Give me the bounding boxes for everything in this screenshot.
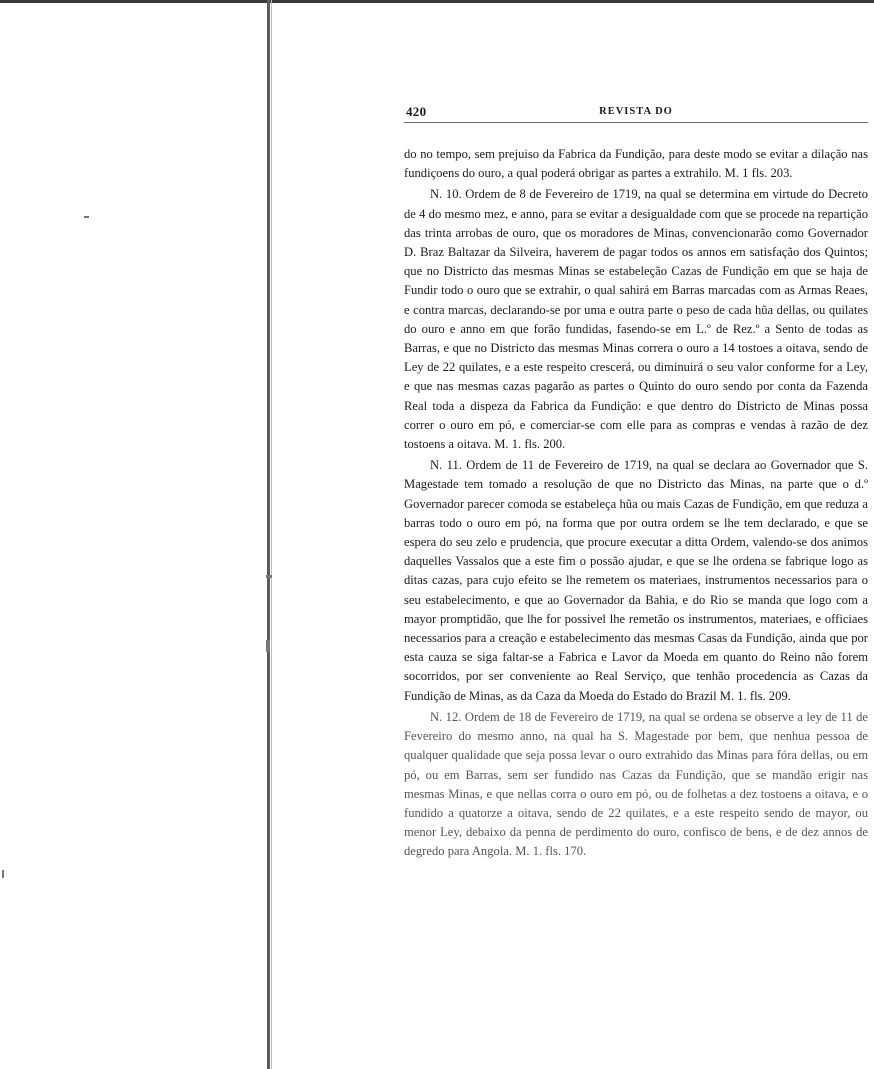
paragraph-order-10: N. 10. Ordem de 8 de Fevereiro de 1719, na qual se determina em virtude do Decreto de 4 do mesmo mez, e anno, para se evitar a desigualdade com que se procede na repartição das trinta arrobas de ouro, que os moradores de Minas, convencionarão como Governador D. Braz Baltazar da Silveira, haverem de pagar todos os annos em satisfação dos Quintos; que no Districto das mesmas Minas se estabeleção Cazas de Fundição em que se haja de Fundir todo o ouro que se extrahir, o qual sahirá em Barras marcadas com as Armas Reaes, e contra marcas, declarando-se por uma e outra parte o peso de cada hũa dellas, ou quilates do ouro e anno em que forão fundidas, fasendo-se em L.º de Rez.º a Sento de todas as Barras, e que no Districto das mesmas Minas correra o ouro a 14 tostoes a oitava, sendo de Ley de 22 quilates, e a este respeito crescerá, ou diminuirá o seu valor conforme for a Ley, e que nas mesmas cazas pagarão as partes o Quinto do ouro sendo por conta da Fazenda Real toda a dispeza da Fabrica da Fundição: e que dentro do Districto de Minas possa correr o ouro em pó, e comerciar-se com elle para as compras e vendas à razão de dez tostoens a oitava. M. 1. fls. 200. — [404, 187, 868, 452]
running-header — [404, 100, 868, 123]
body-text — [404, 145, 868, 862]
paragraph-order-12: N. 12. Ordem de 18 de Fevereiro de 1719, na qual se ordena se observe a ley de 11 de Fevereiro do mesmo anno, na qual ha S. Magestade por bem, que nenhua pessoa de qualquer qualidade que seja possa levar o ouro extrahido das Minas para fóra dellas, ou em pó, ou em Barras, sem ser fundido nas Cazas da Fundição, que se mandão erigir nas mesmas Minas, e que nellas corra o ouro em pó, ou de folhetas a dez tostoens a oitava, e o fundido a quatorze a oitava, sendo de 22 quilates, e a este respeito sendo de mayor, ou menor Ley, debaixo da penna de perdimento do ouro, confisco de bens, e de dez annos de degredo para Angola. M. 1. fls. 170. — [404, 709, 868, 859]
page-number: 420 — [406, 104, 427, 119]
book-gutter-shadow — [271, 0, 272, 1069]
book-page — [404, 100, 868, 864]
running-title: REVISTA DO — [599, 106, 673, 117]
paragraph-continuation: do no tempo, sem prejuiso da Fabrica da Fundição, para deste modo se evitar a dilação nas fundiçoens do ouro, a qual poderá obrigar as partes a extrahilo. M. 1 fls. 203. — [404, 147, 868, 181]
scan-speck — [266, 640, 270, 652]
scan-speck — [266, 575, 272, 578]
scan-top-edge — [0, 0, 874, 3]
paragraph-order-11: N. 11. Ordem de 11 de Fevereiro de 1719, na qual se declara ao Governador que S. Magestade tem tomado a resolução de que no Districto das Minas, na parte que o d.º Governador parecer comoda se estabeleça hũa ou mais Cazas de Fundição, em que reduza a barras todo o ouro em pó, na forma que por outra ordem se lhe tem declarado, e que se espera do seu zelo e prudencia, que procure executar a ditta Ordem, valendo-se dos animos daquelles Vassalos que a este fim o possão ajudar, e que se lhe ordena se fabrique logo as ditas cazas, para cujo efeito se lhe remetem os materiaes, instrumentos necessarios para o seu estabelecimento, e que ao Governador da Bahia, e do Rio se manda que logo com a mayor promptidão, que lhe for possivel lhe remetão os instrumentos, materiaes, e officiaes necessarios para a creação e estabelecimento das mesmas Casas da Fundição, ainda que por esta cauza se siga faltar-se a Fabrica e Lavor da Moeda em quanto do Reino não forem socorridos, por ser conveniente ao Real Serviço, que tenhão procedencia as Cazas da Fundição de Minas, as da Caza da Moeda do Estado do Brazil M. 1. fls. 209. — [404, 458, 868, 703]
scan-speck — [84, 216, 89, 218]
book-gutter — [267, 0, 270, 1069]
scan-speck — [2, 870, 4, 878]
